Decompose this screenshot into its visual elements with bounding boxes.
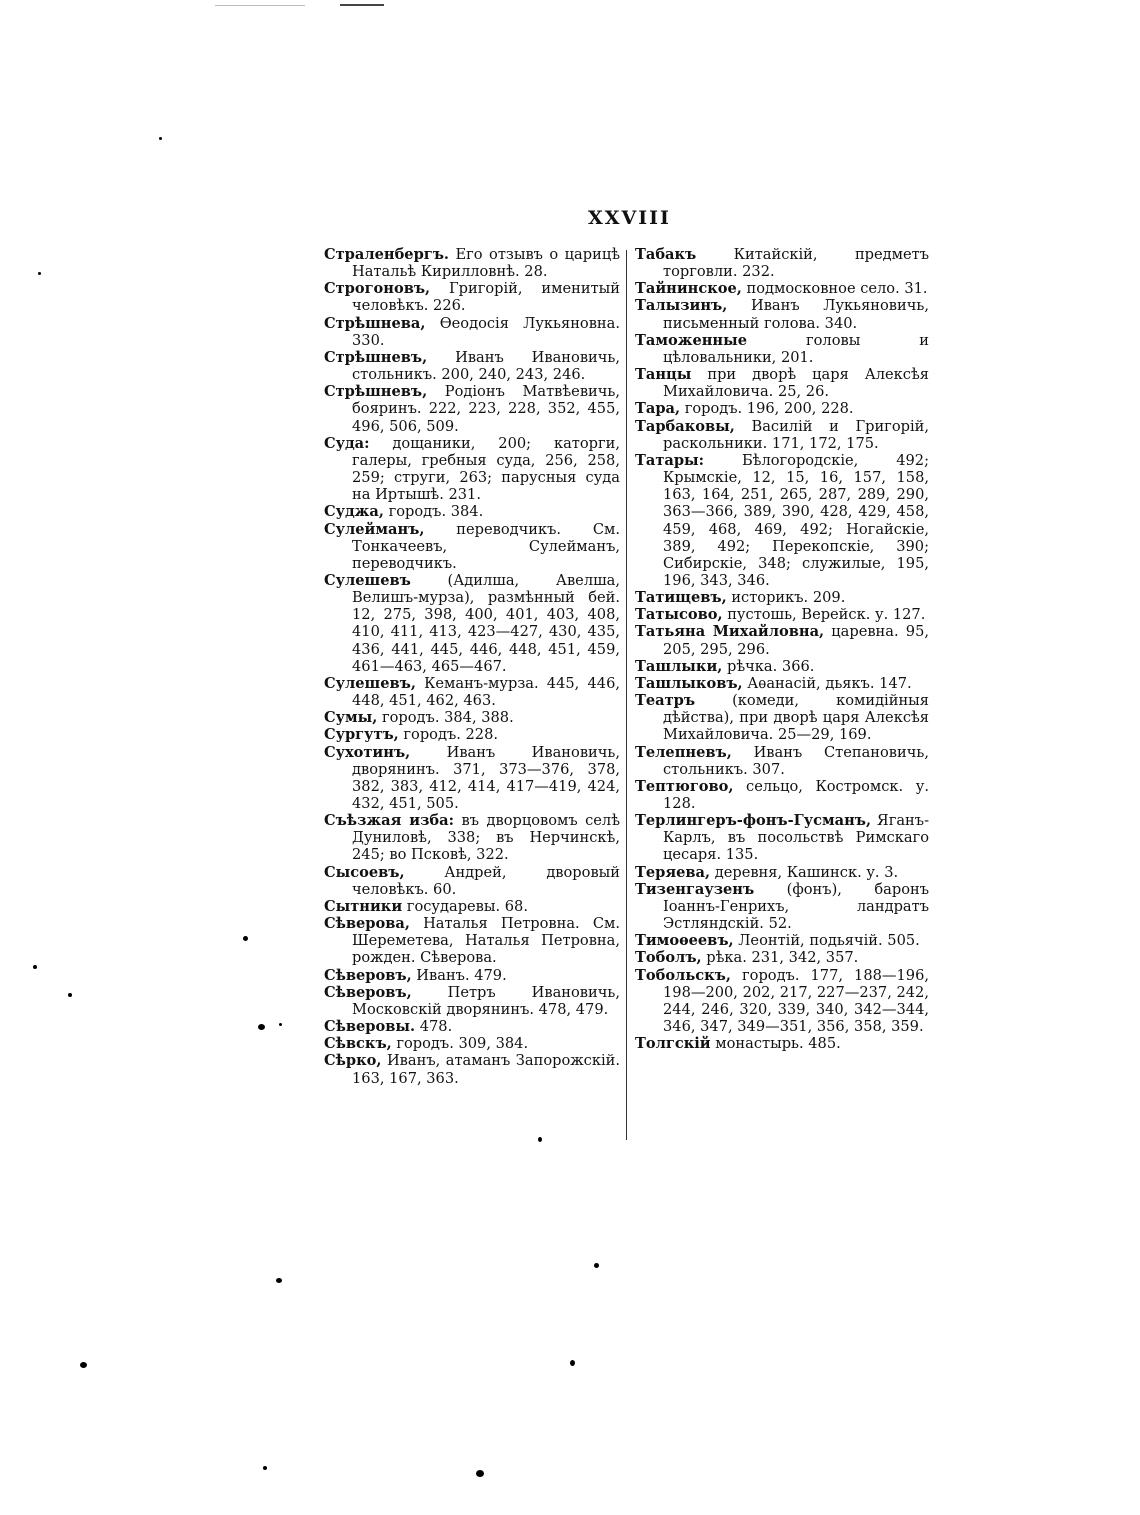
index-entry: [324, 864, 620, 898]
index-entry: [635, 932, 929, 949]
index-entry-text: Иванъ Ивановичь, дворянинъ. 371, 373—376, 378, 382, 383, 412, 414, 417—419, 424, 432, 451, 505.: [352, 743, 620, 812]
index-entry-heading: Сѣверовъ,: [324, 966, 412, 984]
index-entry: [324, 435, 620, 504]
index-entry-text: Григорій, именитый человѣкъ. 226.: [352, 280, 620, 315]
scan-speck: [159, 137, 162, 140]
index-entry-heading: Татьяна Михайловна,: [635, 623, 825, 641]
index-entry: [635, 812, 929, 863]
index-entry-heading: Страленбергъ.: [324, 246, 450, 263]
index-entry-heading: Тайнинское,: [635, 280, 742, 298]
scan-speck: [68, 993, 72, 997]
index-entry: [324, 1035, 620, 1052]
index-entry-text: Родіонъ Матвѣевичь, бояринъ. 222, 223, 228, 352, 455, 496, 506, 509.: [352, 383, 620, 435]
index-entry: [324, 967, 620, 984]
index-entry-text: дощаники, 200; каторги, галеры, гребныя суда, 256, 258, 259; струги, 263; парусныя суда на Иртышѣ. 231.: [352, 434, 620, 504]
index-entry-text: государевы. 68.: [402, 897, 528, 915]
index-entry-heading: Тарбаковы,: [635, 417, 735, 435]
index-entry-heading: Танцы: [635, 366, 692, 384]
index-entry: [324, 984, 620, 1018]
index-entry-text: историкъ. 209.: [726, 589, 846, 607]
index-entry: [635, 864, 929, 881]
scan-speck: [538, 1137, 542, 1142]
index-entry: [635, 452, 929, 589]
index-entry: [635, 692, 929, 743]
index-entry-heading: Сысоевъ,: [324, 863, 405, 881]
index-entry: [635, 949, 929, 966]
index-entry-text: Аѳанасій, дьякъ. 147.: [742, 674, 912, 692]
index-entry-heading: Стрѣшневъ,: [324, 348, 428, 366]
index-entry-text: деревня, Кашинск. у. 3.: [710, 863, 899, 881]
scan-speck: [276, 1278, 282, 1283]
index-entry-heading: Талызинъ,: [635, 297, 728, 315]
index-entry-text: (комеди, комидійныя дѣйства), при дворѣ царя Алексѣя Михайловича. 25—29, 169.: [663, 692, 929, 744]
index-entry: [324, 1018, 620, 1035]
index-entry-heading: Тоболъ,: [635, 949, 702, 967]
index-entry-heading: Татищевъ,: [635, 589, 727, 607]
index-entry-text: Петръ Ивановичь, Московскій дворянинъ. 478, 479.: [352, 983, 620, 1018]
index-entry: [635, 418, 929, 452]
index-entry: [324, 521, 620, 572]
column-divider: [626, 250, 627, 1140]
index-entry-heading: Табакъ: [635, 246, 697, 263]
scan-speck: [570, 1360, 575, 1366]
index-entry-text: Кеманъ-мурза. 445, 446, 448, 451, 462, 463.: [352, 674, 620, 710]
index-entry-text: рѣчка. 366.: [722, 657, 815, 675]
index-entry-text: Китайскій, предметъ торговли. 232.: [663, 246, 929, 281]
index-entry-heading: Ташлыковъ,: [635, 674, 743, 692]
index-entry-heading: Терлингеръ-фонъ-Гусманъ,: [635, 812, 872, 830]
index-entry-text: Иванъ, атаманъ Запорожскій. 163, 167, 363.: [352, 1052, 620, 1087]
index-entry: [324, 812, 620, 863]
index-entry: [324, 744, 620, 813]
index-entry-heading: Татары:: [635, 451, 705, 469]
index-entry-text: головы и цѣловальники, 201.: [663, 331, 929, 366]
index-entry-heading: Сѣверовы.: [324, 1018, 416, 1036]
index-entry: [635, 1035, 929, 1052]
index-entry-text: Василій и Григорій, раскольники. 171, 172, 175.: [663, 417, 929, 452]
scan-speck: [279, 1023, 282, 1026]
index-entry-heading: Сулейманъ,: [324, 520, 425, 538]
index-entry: [324, 572, 620, 675]
index-entry-text: Ѳеодосія Лукьяновна. 330.: [352, 314, 620, 349]
index-entry-text: городъ. 228.: [398, 726, 499, 744]
top-edge-mark: [215, 5, 305, 6]
index-entry-text: Яганъ-Карлъ, въ посольствѣ Римскаго цесаря. 135.: [663, 812, 929, 864]
index-entry-heading: Сѣрко,: [324, 1052, 382, 1070]
index-entry-heading: Сѣвскъ,: [324, 1035, 392, 1053]
top-edge-rule: [340, 4, 384, 6]
index-entry-text: городъ. 177, 188—196, 198—200, 202, 217, 227—237, 242, 244, 246, 320, 339, 340, 342—344, 346, 347, 349—351, 356, 358, 359.: [663, 966, 929, 1036]
index-entry-text: городъ. 384.: [383, 503, 484, 521]
index-entry-text: подмосковное село. 31.: [741, 280, 928, 298]
index-entry-text: 478.: [415, 1018, 453, 1036]
index-entry-heading: Сухотинъ,: [324, 743, 411, 761]
scan-speck: [33, 965, 37, 969]
index-entry-heading: Татысово,: [635, 606, 723, 624]
index-entry-text: (Адилша, Авелша, Велишъ-мурза), размѣнный бей. 12, 275, 398, 400, 401, 403, 408, 410, 411, 413, 423—427, 430, 435, 436, 441, 445, 446, 448, 451, 459, 461—463, 465—467.: [352, 571, 620, 675]
index-entry-text: пустошь, Верейск. у. 127.: [722, 606, 926, 624]
index-entry-text: при дворѣ царя Алексѣя Михайловича. 25, 26.: [663, 366, 929, 401]
index-entry-heading: Строгоновъ,: [324, 280, 431, 298]
index-entry-heading: Теряева,: [635, 863, 711, 881]
index-entry-heading: Телепневъ,: [635, 743, 732, 761]
index-entry: [324, 915, 620, 966]
index-entry-heading: Толгскій: [635, 1035, 711, 1053]
index-entry: [635, 400, 929, 417]
index-entry-heading: Сумы,: [324, 709, 378, 727]
index-entry-heading: Таможенные: [635, 331, 748, 349]
index-entry-heading: Суджа,: [324, 503, 384, 521]
index-entry: [635, 589, 929, 606]
index-entry: [324, 675, 620, 709]
index-entry: [324, 898, 620, 915]
index-entry: [324, 349, 620, 383]
index-entry: [635, 280, 929, 297]
index-entry-text: Иванъ Степановичь, стольникъ. 307.: [663, 743, 929, 778]
index-entry-heading: Съѣзжая изба:: [324, 812, 455, 830]
index-entry: [324, 280, 620, 314]
index-entry-heading: Тизенгаузенъ: [635, 880, 755, 898]
index-entry-heading: Тобольскъ,: [635, 966, 731, 984]
index-entry-heading: Театръ: [635, 692, 696, 710]
index-entry-heading: Ташлыки,: [635, 657, 723, 675]
index-entry: [635, 623, 929, 657]
index-column-left: [324, 246, 620, 1087]
scan-speck: [476, 1470, 484, 1477]
scan-speck: [80, 1362, 87, 1368]
scan-speck: [38, 272, 41, 275]
index-entry-text: переводчикъ. См. Тонкачеевъ, Сулейманъ, переводчикъ.: [352, 520, 620, 572]
index-entry: [324, 315, 620, 349]
index-entry-heading: Сѣверова,: [324, 915, 410, 933]
index-entry-heading: Тептюгово,: [635, 777, 734, 795]
index-entry: [635, 658, 929, 675]
index-entry-heading: Сургутъ,: [324, 726, 399, 744]
index-entry-text: царевна. 95, 205, 295, 296.: [663, 623, 929, 658]
index-entry-heading: Сулешевъ: [324, 571, 411, 589]
index-entry-heading: Сытники: [324, 897, 403, 915]
index-entry-heading: Сулешевъ,: [324, 674, 416, 692]
scan-speck: [243, 936, 248, 941]
index-entry-text: городъ. 309, 384.: [391, 1035, 529, 1053]
index-entry: [635, 297, 929, 331]
index-entry-text: монастырь. 485.: [710, 1035, 841, 1053]
index-entry-heading: Стрѣшневъ,: [324, 383, 428, 401]
index-entry: [324, 1052, 620, 1086]
index-entry-text: Леонтій, подьячій. 505.: [733, 932, 920, 950]
index-entry-text: Иванъ Ивановичь, стольникъ. 200, 240, 243, 246.: [352, 348, 620, 384]
index-entry: [635, 967, 929, 1036]
index-entry-text: Иванъ. 479.: [411, 966, 507, 984]
index-entry: [324, 726, 620, 743]
index-entry-heading: Тара,: [635, 400, 681, 418]
index-entry-heading: Тимоѳеевъ,: [635, 932, 734, 950]
index-column-right: [635, 246, 929, 1052]
index-entry: [635, 332, 929, 366]
index-entry-text: сельцо, Костромск. у. 128.: [663, 777, 929, 812]
index-entry-text: Иванъ Лукьяновичь, письменный голова. 340.: [663, 297, 929, 332]
index-entry-heading: Суда:: [324, 434, 370, 452]
index-entry: [324, 246, 620, 280]
index-entry: [635, 881, 929, 932]
index-entry: [635, 366, 929, 400]
index-entry: [635, 675, 929, 692]
index-entry: [635, 778, 929, 812]
index-entry-text: (фонъ), баронъ Іоаннъ-Генрихъ, ландратъ Эстляндскій. 52.: [663, 880, 929, 933]
index-entry-text: въ дворцовомъ селѣ Дуниловѣ, 338; въ Нерчинскѣ, 245; во Псковѣ, 322.: [352, 812, 620, 864]
index-entry: [635, 744, 929, 778]
index-entry-text: городъ. 384, 388.: [377, 709, 514, 727]
index-entry: [324, 503, 620, 520]
scan-speck: [258, 1024, 265, 1030]
index-entry-text: Бѣлогородскіе, 492; Крымскіе, 12, 15, 16, 157, 158, 163, 164, 251, 265, 287, 289, 290, 363—366, 389, 390, 428, 429, 458, 459, 468, 469, 492; Ногайскіе, 389, 492; Перекопскіе, 390; Сибирскіе, 348; служилые, 195, 196, 343, 346.: [663, 451, 929, 589]
index-entry: [635, 246, 929, 280]
index-entry-text: рѣка. 231, 342, 357.: [701, 949, 859, 967]
index-entry-heading: Стрѣшнева,: [324, 314, 426, 332]
index-entry-text: городъ. 196, 200, 228.: [680, 400, 854, 418]
index-entry: [324, 383, 620, 434]
index-entry: [324, 709, 620, 726]
index-entry-text: Наталья Петровна. См. Шереметева, Наталья Петровна, рожден. Сѣверова.: [352, 915, 620, 967]
index-entry-heading: Сѣверовъ,: [324, 983, 412, 1001]
page-number: XXVIII: [588, 207, 671, 229]
scan-speck: [594, 1263, 599, 1268]
index-entry-text: Его отзывъ о царицѣ Натальѣ Кирилловнѣ. 28.: [352, 246, 620, 281]
index-entry: [635, 606, 929, 623]
index-entry-text: Андрей, дворовый человѣкъ. 60.: [352, 863, 620, 898]
scan-speck: [263, 1466, 267, 1470]
